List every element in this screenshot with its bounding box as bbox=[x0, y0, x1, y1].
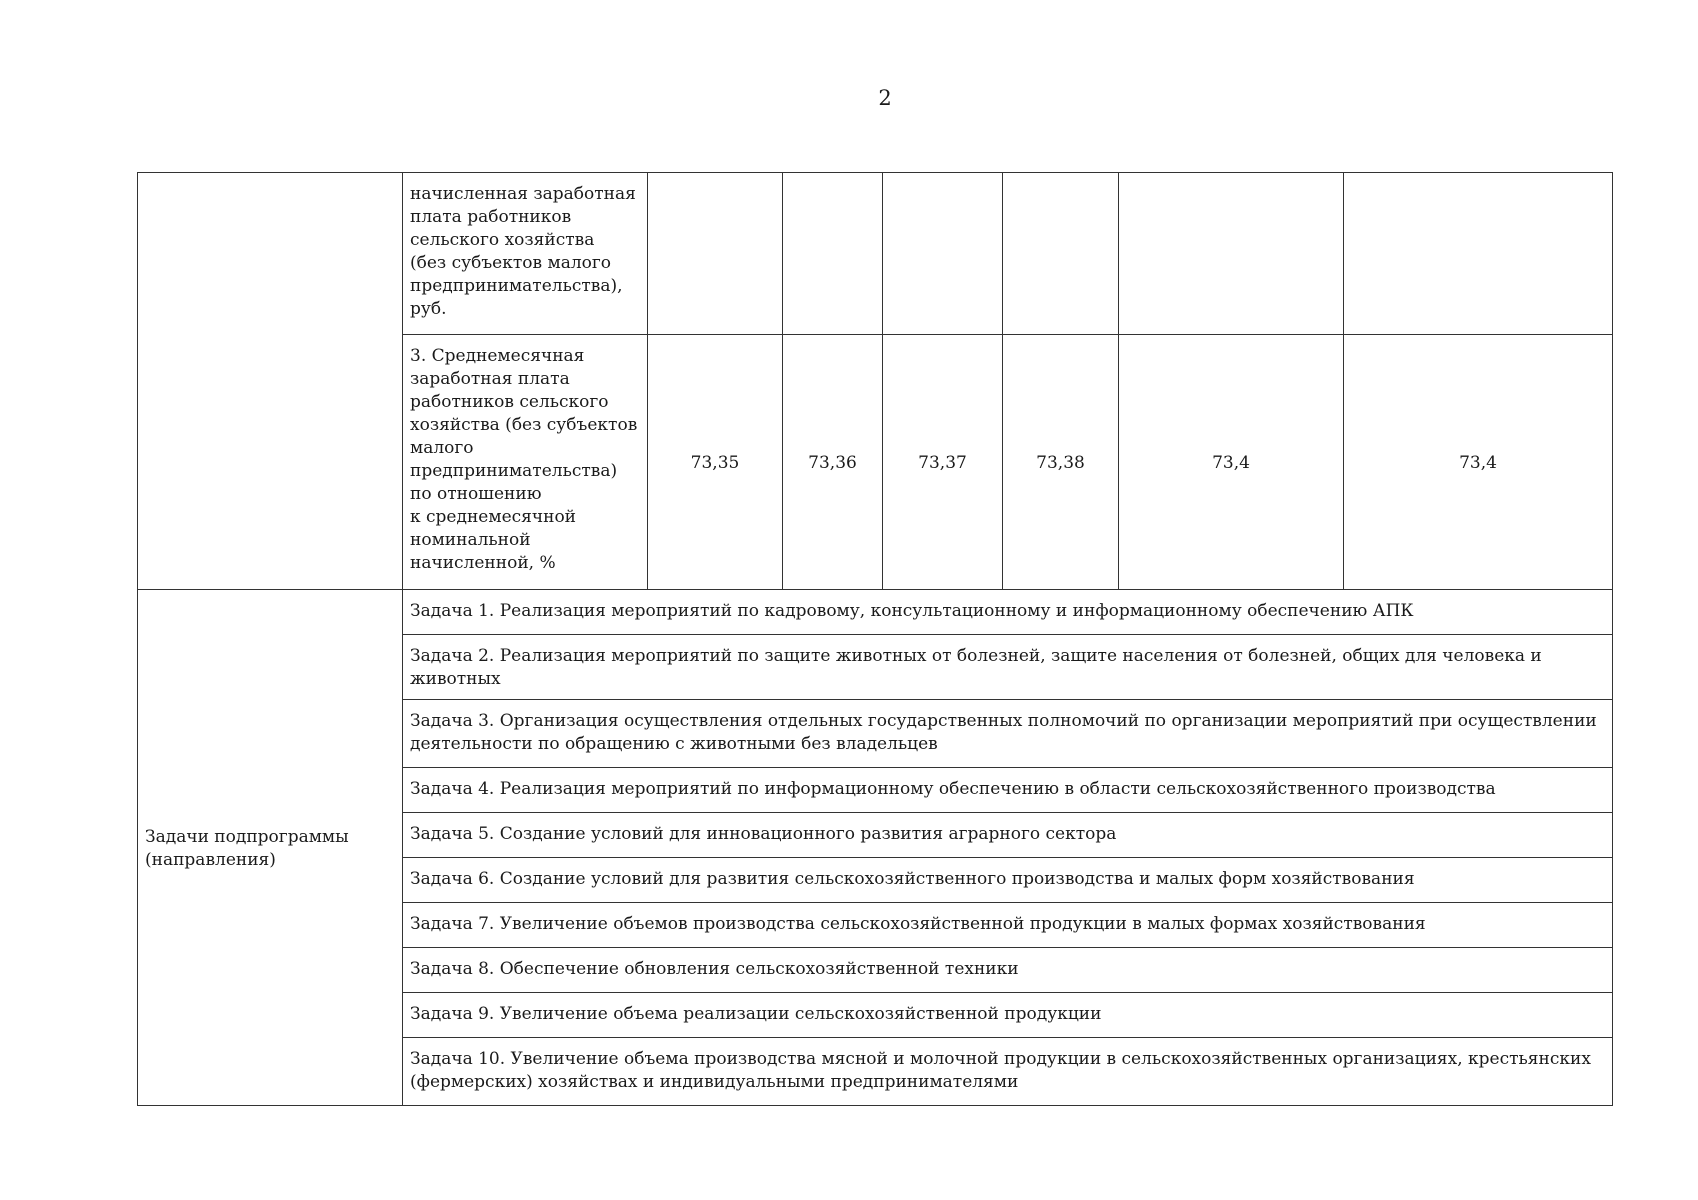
tasks-label: Задачи подпрограммы (направления) bbox=[138, 590, 403, 1106]
task-item: Задача 2. Реализация мероприятий по защите животных от болезней, защите населения от болезней, общих для человека и животных bbox=[403, 635, 1613, 700]
task-row bbox=[138, 590, 1613, 635]
task-item: Задача 4. Реализация мероприятий по информационному обеспечению в области сельскохозяйственного производства bbox=[403, 768, 1613, 813]
indicator-value: 73,38 bbox=[1003, 335, 1119, 590]
indicator-text: 3. Среднемесячная заработная плата работников сельского хозяйства (без субъектов малого предпринимательства) по отношению к среднемесячной номинальной начисленной, % bbox=[403, 335, 648, 590]
page-number: 2 bbox=[878, 86, 892, 110]
indicator-value: 73,36 bbox=[783, 335, 883, 590]
indicator-value: 73,37 bbox=[883, 335, 1003, 590]
task-item: Задача 6. Создание условий для развития сельскохозяйственного производства и малых форм хозяйствования bbox=[403, 858, 1613, 903]
indicator-value bbox=[783, 173, 883, 335]
indicator-text: начисленная заработная плата работников сельского хозяйства (без субъектов малого предпринимательства), руб. bbox=[403, 173, 648, 335]
task-item: Задача 1. Реализация мероприятий по кадровому, консультационному и информационному обеспечению АПК bbox=[403, 590, 1613, 635]
task-item: Задача 3. Организация осуществления отдельных государственных полномочий по организации мероприятий при осуществлении деятельности по обращению с животными без владельцев bbox=[403, 700, 1613, 768]
empty-label-cell bbox=[138, 173, 403, 590]
task-item: Задача 8. Обеспечение обновления сельскохозяйственной техники bbox=[403, 948, 1613, 993]
indicator-value: 73,4 bbox=[1344, 335, 1613, 590]
indicator-row-1 bbox=[138, 173, 1613, 335]
indicator-value: 73,35 bbox=[648, 335, 783, 590]
task-item: Задача 9. Увеличение объема реализации сельскохозяйственной продукции bbox=[403, 993, 1613, 1038]
indicator-value bbox=[883, 173, 1003, 335]
indicator-value bbox=[1119, 173, 1344, 335]
indicator-value: 73,4 bbox=[1119, 335, 1344, 590]
indicator-value bbox=[648, 173, 783, 335]
task-item: Задача 7. Увеличение объемов производства сельскохозяйственной продукции в малых формах хозяйствования bbox=[403, 903, 1613, 948]
task-item: Задача 5. Создание условий для инновационного развития аграрного сектора bbox=[403, 813, 1613, 858]
indicator-value bbox=[1344, 173, 1613, 335]
passport-table bbox=[137, 172, 1613, 1106]
task-item: Задача 10. Увеличение объема производства мясной и молочной продукции в сельскохозяйственных организациях, крестьянских (фермерских) хозяйствах и индивидуальными предпринимателями bbox=[403, 1038, 1613, 1106]
indicator-value bbox=[1003, 173, 1119, 335]
